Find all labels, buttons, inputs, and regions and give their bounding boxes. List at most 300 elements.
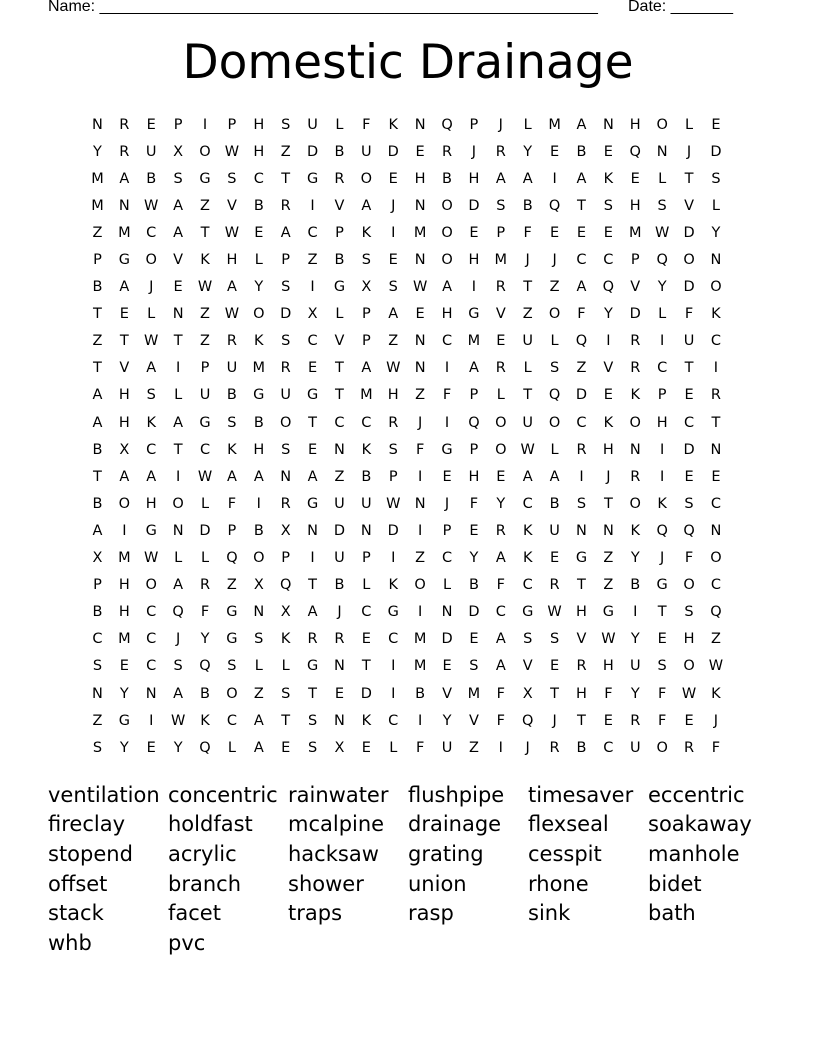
grid-letter[interactable]: S [92, 739, 103, 756]
grid-letter[interactable]: D [683, 279, 695, 296]
grid-letter[interactable]: E [119, 306, 129, 323]
grid-letter[interactable]: P [469, 387, 479, 404]
grid-letter[interactable]: T [711, 414, 721, 431]
grid-letter[interactable]: X [522, 685, 533, 702]
grid-letter[interactable]: O [683, 658, 695, 675]
grid-letter[interactable]: C [253, 170, 264, 187]
grid-letter[interactable]: S [684, 604, 694, 621]
grid-letter[interactable]: P [361, 550, 371, 567]
grid-letter[interactable]: U [629, 658, 641, 675]
grid-letter[interactable]: Y [469, 550, 479, 567]
grid-letter[interactable]: E [603, 143, 613, 160]
grid-letter[interactable]: C [146, 658, 157, 675]
grid-letter[interactable]: H [468, 170, 480, 187]
grid-letter[interactable]: J [552, 712, 557, 729]
grid-letter[interactable]: K [657, 495, 667, 512]
grid-letter[interactable]: B [361, 468, 372, 485]
grid-letter[interactable]: N [441, 604, 453, 621]
grid-letter[interactable]: C [146, 441, 157, 458]
grid-letter[interactable]: R [307, 631, 318, 648]
grid-letter[interactable]: N [576, 522, 587, 539]
grid-letter[interactable]: L [227, 739, 236, 756]
grid-letter[interactable]: T [281, 170, 291, 187]
grid-letter[interactable]: F [415, 739, 425, 756]
grid-letter[interactable]: L [496, 387, 505, 404]
grid-letter[interactable]: W [601, 631, 616, 648]
grid-letter[interactable]: M [629, 224, 642, 241]
grid-letter[interactable]: S [173, 170, 183, 187]
grid-letter[interactable]: B [334, 252, 345, 269]
grid-letter[interactable]: T [93, 306, 102, 323]
grid-letter[interactable]: I [498, 739, 503, 756]
grid-letter[interactable]: A [92, 522, 103, 539]
grid-letter[interactable]: L [550, 333, 559, 350]
grid-letter[interactable]: Q [683, 522, 695, 539]
grid-letter[interactable]: T [119, 333, 129, 350]
grid-letter[interactable]: K [200, 712, 210, 729]
grid-letter[interactable]: U [280, 387, 291, 404]
grid-letter[interactable]: O [441, 224, 453, 241]
grid-letter[interactable]: S [469, 658, 479, 675]
grid-letter[interactable]: T [200, 224, 210, 241]
grid-letter[interactable]: N [602, 522, 614, 539]
grid-letter[interactable]: F [684, 306, 694, 323]
grid-letter[interactable]: H [118, 414, 130, 431]
grid-letter[interactable]: H [118, 577, 130, 594]
grid-letter[interactable]: D [387, 143, 399, 160]
grid-letter[interactable]: J [417, 414, 423, 431]
grid-letter[interactable]: C [710, 333, 721, 350]
grid-letter[interactable]: L [550, 441, 559, 458]
grid-letter[interactable]: L [658, 170, 667, 187]
grid-letter[interactable]: R [388, 414, 399, 431]
grid-letter[interactable]: H [576, 604, 587, 621]
grid-letter[interactable]: E [711, 116, 721, 133]
grid-letter[interactable]: D [280, 306, 292, 323]
grid-letter[interactable]: I [417, 522, 423, 539]
grid-letter[interactable]: A [92, 387, 103, 404]
grid-letter[interactable]: W [520, 441, 535, 458]
grid-letter[interactable]: B [92, 604, 103, 621]
grid-letter[interactable]: C [657, 360, 668, 377]
grid-letter[interactable]: U [361, 495, 372, 512]
grid-letter[interactable]: H [683, 631, 695, 648]
grid-letter[interactable]: C [388, 631, 399, 648]
grid-letter[interactable]: P [630, 252, 640, 269]
grid-letter[interactable]: C [522, 577, 533, 594]
grid-letter[interactable]: P [361, 333, 371, 350]
grid-letter[interactable]: S [361, 252, 371, 269]
grid-letter[interactable]: A [173, 197, 184, 214]
grid-letter[interactable]: O [710, 279, 722, 296]
grid-letter[interactable]: I [471, 279, 477, 296]
grid-letter[interactable]: K [200, 252, 210, 269]
grid-letter[interactable]: A [522, 468, 533, 485]
grid-letter[interactable]: R [280, 495, 291, 512]
grid-letter[interactable]: Z [415, 387, 426, 404]
grid-letter[interactable]: T [550, 685, 560, 702]
grid-letter[interactable]: E [173, 279, 183, 296]
grid-letter[interactable]: C [710, 577, 721, 594]
grid-letter[interactable]: W [197, 279, 213, 296]
grid-letter[interactable]: N [92, 116, 103, 133]
grid-letter[interactable]: S [227, 658, 237, 675]
grid-letter[interactable]: N [334, 658, 345, 675]
grid-letter[interactable]: H [468, 468, 480, 485]
grid-letter[interactable]: A [173, 414, 184, 431]
grid-letter[interactable]: K [711, 685, 721, 702]
grid-letter[interactable]: B [415, 685, 426, 702]
grid-letter[interactable]: E [630, 170, 640, 187]
grid-letter[interactable]: R [630, 712, 641, 729]
grid-letter[interactable]: A [253, 468, 264, 485]
grid-letter[interactable]: O [279, 414, 292, 431]
grid-letter[interactable]: K [280, 631, 291, 648]
grid-letter[interactable]: U [522, 333, 533, 350]
grid-letter[interactable]: K [361, 712, 372, 729]
grid-letter[interactable]: N [172, 522, 184, 539]
grid-letter[interactable]: Y [630, 685, 640, 702]
grid-letter[interactable]: F [442, 387, 452, 404]
grid-letter[interactable]: Y [523, 143, 533, 160]
grid-letter[interactable]: H [468, 252, 480, 269]
grid-letter[interactable]: A [146, 468, 157, 485]
grid-letter[interactable]: E [657, 631, 667, 648]
grid-letter[interactable]: C [146, 631, 157, 648]
grid-letter[interactable]: I [391, 685, 396, 702]
grid-letter[interactable]: Z [334, 468, 345, 485]
date-field-label[interactable]: Date: _______ [628, 0, 733, 15]
grid-letter[interactable]: B [576, 143, 587, 160]
grid-letter[interactable]: W [224, 143, 240, 160]
grid-letter[interactable]: U [334, 495, 345, 512]
grid-letter[interactable]: N [656, 143, 668, 160]
grid-letter[interactable]: N [414, 333, 426, 350]
grid-letter[interactable]: C [146, 224, 157, 241]
grid-letter[interactable]: C [361, 604, 372, 621]
grid-letter[interactable]: S [281, 685, 291, 702]
grid-letter[interactable]: N [92, 685, 103, 702]
grid-letter[interactable]: P [281, 550, 291, 567]
grid-letter[interactable]: I [660, 441, 665, 458]
grid-letter[interactable]: H [387, 387, 399, 404]
grid-letter[interactable]: D [468, 197, 480, 214]
grid-letter[interactable]: B [92, 495, 103, 512]
grid-letter[interactable]: O [441, 197, 453, 214]
grid-letter[interactable]: L [442, 577, 452, 594]
grid-letter[interactable]: W [708, 658, 724, 675]
grid-letter[interactable]: N [629, 441, 641, 458]
grid-letter[interactable]: M [413, 658, 427, 675]
grid-letter[interactable]: T [173, 441, 183, 458]
grid-letter[interactable]: R [119, 143, 130, 160]
grid-letter[interactable]: M [467, 333, 481, 350]
grid-letter[interactable]: M [91, 170, 104, 187]
grid-letter[interactable]: G [575, 550, 588, 567]
grid-letter[interactable]: Y [93, 143, 102, 160]
grid-letter[interactable]: Z [710, 631, 721, 648]
grid-letter[interactable]: O [253, 306, 265, 323]
grid-letter[interactable]: P [173, 116, 183, 133]
grid-letter[interactable]: O [253, 550, 265, 567]
grid-letter[interactable]: C [307, 224, 318, 241]
grid-letter[interactable]: O [548, 414, 561, 431]
grid-letter[interactable]: J [525, 739, 530, 756]
grid-letter[interactable]: B [442, 170, 452, 187]
grid-letter[interactable]: S [227, 414, 237, 431]
grid-letter[interactable]: V [173, 252, 184, 269]
grid-letter[interactable]: M [494, 252, 508, 269]
grid-letter[interactable]: P [657, 387, 667, 404]
grid-letter[interactable]: X [334, 739, 345, 756]
grid-letter[interactable]: I [660, 468, 665, 485]
grid-letter[interactable]: B [253, 522, 264, 539]
grid-letter[interactable]: F [657, 712, 667, 729]
grid-letter[interactable]: I [444, 360, 450, 377]
grid-letter[interactable]: S [254, 631, 264, 648]
grid-letter[interactable]: X [280, 604, 291, 621]
grid-letter[interactable]: E [334, 685, 345, 702]
grid-letter[interactable]: W [197, 468, 213, 485]
grid-letter[interactable]: Z [415, 550, 426, 567]
grid-letter[interactable]: U [549, 522, 560, 539]
grid-letter[interactable]: N [710, 522, 722, 539]
grid-letter[interactable]: O [145, 577, 157, 594]
grid-letter[interactable]: Z [92, 224, 103, 241]
grid-letter[interactable]: R [495, 143, 506, 160]
grid-letter[interactable]: C [441, 333, 453, 350]
grid-letter[interactable]: G [306, 170, 319, 187]
grid-letter[interactable]: E [415, 143, 425, 160]
grid-letter[interactable]: Y [254, 279, 264, 296]
grid-letter[interactable]: K [603, 414, 614, 431]
grid-letter[interactable]: X [119, 441, 130, 458]
grid-letter[interactable]: C [361, 414, 372, 431]
grid-letter[interactable]: D [468, 604, 480, 621]
grid-letter[interactable]: F [684, 550, 694, 567]
grid-letter[interactable]: I [417, 604, 423, 621]
grid-letter[interactable]: H [145, 495, 157, 512]
grid-letter[interactable]: D [683, 441, 695, 458]
grid-letter[interactable]: R [334, 631, 345, 648]
grid-letter[interactable]: P [388, 468, 398, 485]
grid-letter[interactable]: S [281, 279, 291, 296]
grid-letter[interactable]: N [414, 116, 426, 133]
grid-letter[interactable]: F [227, 495, 237, 512]
grid-letter[interactable]: J [471, 143, 477, 160]
grid-letter[interactable]: J [337, 604, 342, 621]
grid-letter[interactable]: B [200, 685, 210, 702]
grid-letter[interactable]: W [144, 550, 159, 567]
grid-letter[interactable]: H [629, 197, 641, 214]
grid-letter[interactable]: A [119, 468, 130, 485]
grid-letter[interactable]: N [414, 360, 426, 377]
grid-letter[interactable]: M [413, 631, 427, 648]
grid-letter[interactable]: U [226, 360, 238, 377]
grid-letter[interactable]: K [522, 550, 533, 567]
grid-letter[interactable]: A [280, 224, 291, 241]
grid-letter[interactable]: Z [603, 550, 614, 567]
grid-letter[interactable]: T [684, 360, 694, 377]
grid-letter[interactable]: Q [629, 143, 641, 160]
grid-letter[interactable]: Q [656, 252, 668, 269]
grid-letter[interactable]: C [146, 604, 157, 621]
grid-letter[interactable]: L [281, 658, 290, 675]
grid-letter[interactable]: U [629, 739, 641, 756]
grid-letter[interactable]: O [145, 252, 157, 269]
grid-letter[interactable]: U [334, 550, 345, 567]
grid-letter[interactable]: T [308, 577, 317, 594]
grid-letter[interactable]: S [227, 170, 237, 187]
grid-letter[interactable]: P [469, 116, 479, 133]
grid-letter[interactable]: E [550, 658, 560, 675]
grid-letter[interactable]: Q [468, 414, 480, 431]
grid-letter[interactable]: E [550, 550, 560, 567]
grid-letter[interactable]: J [713, 712, 719, 729]
grid-letter[interactable]: N [334, 441, 345, 458]
grid-letter[interactable]: Q [199, 658, 211, 675]
grid-letter[interactable]: A [576, 279, 587, 296]
grid-letter[interactable]: C [441, 550, 453, 567]
grid-letter[interactable]: H [629, 116, 641, 133]
grid-letter[interactable]: K [361, 441, 372, 458]
grid-letter[interactable]: N [414, 495, 426, 512]
grid-letter[interactable]: D [360, 685, 372, 702]
grid-letter[interactable]: D [575, 387, 588, 404]
grid-letter[interactable]: O [199, 143, 211, 160]
grid-letter[interactable]: P [442, 522, 452, 539]
grid-letter[interactable]: S [549, 631, 560, 648]
grid-letter[interactable]: G [199, 170, 211, 187]
grid-letter[interactable]: Q [710, 604, 722, 621]
grid-letter[interactable]: G [253, 387, 265, 404]
grid-letter[interactable]: Z [92, 333, 103, 350]
grid-letter[interactable]: C [576, 414, 587, 431]
grid-letter[interactable]: A [173, 577, 184, 594]
grid-letter[interactable]: X [361, 279, 372, 296]
grid-letter[interactable]: Q [602, 279, 615, 296]
grid-letter[interactable]: F [496, 685, 505, 702]
grid-letter[interactable]: W [654, 224, 670, 241]
grid-letter[interactable]: G [656, 577, 668, 594]
grid-letter[interactable]: H [253, 116, 265, 133]
grid-letter[interactable]: V [334, 333, 345, 350]
grid-letter[interactable]: R [334, 170, 345, 187]
grid-letter[interactable]: T [684, 170, 694, 187]
grid-letter[interactable]: M [360, 387, 373, 404]
grid-letter[interactable]: S [388, 441, 398, 458]
grid-letter[interactable]: B [630, 577, 641, 594]
grid-letter[interactable]: J [149, 279, 154, 296]
grid-letter[interactable]: M [91, 197, 104, 214]
grid-letter[interactable]: P [469, 441, 479, 458]
grid-letter[interactable]: Z [200, 333, 210, 350]
grid-letter[interactable]: Q [521, 712, 534, 729]
grid-letter[interactable]: S [92, 658, 103, 675]
grid-letter[interactable]: R [576, 658, 587, 675]
grid-letter[interactable]: C [388, 712, 399, 729]
grid-letter[interactable]: Y [119, 739, 129, 756]
grid-letter[interactable]: L [200, 495, 210, 512]
grid-letter[interactable]: E [576, 224, 587, 241]
grid-letter[interactable]: V [468, 712, 479, 729]
grid-letter[interactable]: V [442, 685, 452, 702]
grid-letter[interactable]: G [118, 252, 130, 269]
grid-letter[interactable]: C [226, 712, 237, 729]
grid-letter[interactable]: I [122, 522, 127, 539]
grid-letter[interactable]: Y [442, 712, 452, 729]
grid-letter[interactable]: H [118, 604, 130, 621]
grid-letter[interactable]: T [308, 685, 317, 702]
grid-letter[interactable]: E [496, 333, 506, 350]
grid-letter[interactable]: L [174, 550, 183, 567]
grid-letter[interactable]: Z [253, 685, 264, 702]
grid-letter[interactable]: I [552, 170, 557, 187]
grid-letter[interactable]: O [360, 170, 373, 187]
grid-letter[interactable]: E [146, 739, 156, 756]
grid-letter[interactable]: O [629, 414, 641, 431]
grid-letter[interactable]: Z [549, 279, 560, 296]
grid-letter[interactable]: W [170, 712, 186, 729]
grid-letter[interactable]: B [576, 739, 587, 756]
grid-letter[interactable]: E [415, 306, 425, 323]
grid-letter[interactable]: H [253, 143, 265, 160]
grid-letter[interactable]: Y [603, 306, 613, 323]
grid-letter[interactable]: R [630, 333, 641, 350]
grid-letter[interactable]: C [710, 495, 721, 512]
grid-letter[interactable]: T [577, 197, 586, 214]
grid-letter[interactable]: R [630, 360, 641, 377]
grid-letter[interactable]: E [603, 224, 613, 241]
grid-letter[interactable]: M [413, 224, 427, 241]
grid-letter[interactable]: I [660, 333, 665, 350]
grid-letter[interactable]: Y [119, 685, 129, 702]
grid-letter[interactable]: H [602, 658, 614, 675]
grid-letter[interactable]: T [603, 495, 613, 512]
grid-letter[interactable]: B [522, 197, 533, 214]
grid-letter[interactable]: E [388, 170, 398, 187]
grid-letter[interactable]: N [253, 604, 265, 621]
grid-letter[interactable]: F [657, 685, 667, 702]
grid-letter[interactable]: K [603, 170, 614, 187]
grid-letter[interactable]: G [226, 604, 238, 621]
grid-letter[interactable]: H [253, 441, 265, 458]
grid-letter[interactable]: C [199, 441, 211, 458]
grid-letter[interactable]: L [684, 116, 694, 133]
grid-letter[interactable]: L [254, 252, 263, 269]
grid-letter[interactable]: A [226, 468, 237, 485]
grid-letter[interactable]: A [253, 739, 264, 756]
grid-letter[interactable]: M [252, 360, 266, 377]
grid-letter[interactable]: P [335, 224, 344, 241]
grid-letter[interactable]: A [92, 414, 103, 431]
grid-letter[interactable]: O [495, 441, 507, 458]
grid-letter[interactable]: R [630, 468, 641, 485]
grid-letter[interactable]: P [200, 360, 210, 377]
grid-letter[interactable]: N [172, 306, 184, 323]
grid-letter[interactable]: C [603, 252, 614, 269]
grid-letter[interactable]: L [389, 739, 398, 756]
grid-letter[interactable]: T [577, 577, 586, 594]
grid-letter[interactable]: E [469, 224, 479, 241]
grid-letter[interactable]: M [118, 631, 131, 648]
grid-letter[interactable]: E [469, 631, 479, 648]
grid-letter[interactable]: Q [279, 577, 292, 594]
grid-letter[interactable]: Q [575, 333, 588, 350]
grid-letter[interactable]: D [199, 522, 211, 539]
grid-letter[interactable]: H [414, 170, 426, 187]
grid-letter[interactable]: I [391, 550, 396, 567]
